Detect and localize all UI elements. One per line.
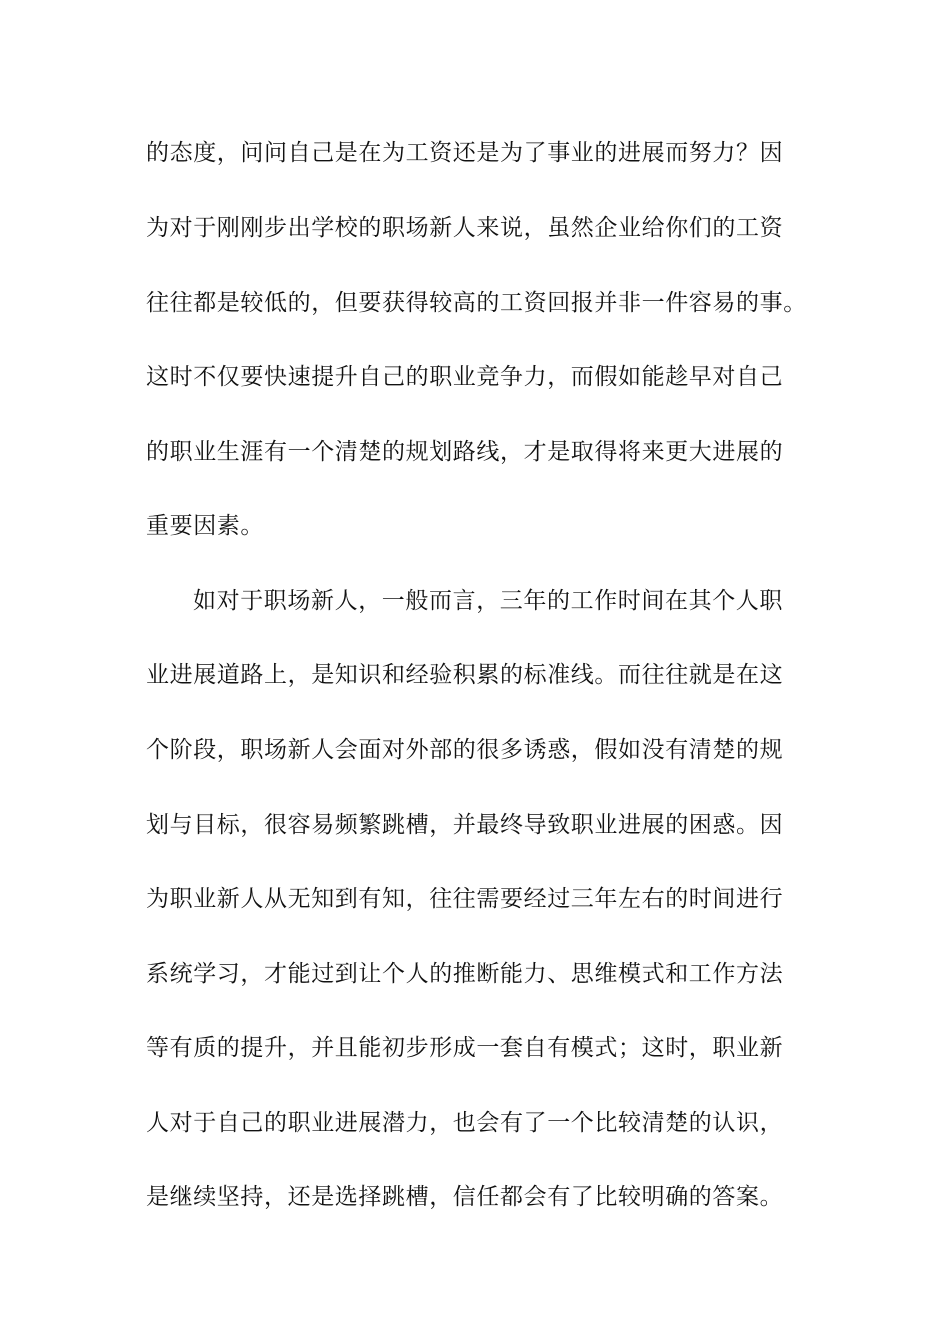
text-line: 划与目标，很容易频繁跳槽，并最终导致职业进展的困惑。因 — [146, 812, 784, 838]
text-line: 重要因素。 — [146, 513, 264, 539]
text-line: 业进展道路上，是知识和经验积累的标准线。而往往就是在这 — [146, 662, 784, 688]
text-line: 这时不仅要快速提升自己的职业竞争力，而假如能趁早对自己 — [146, 364, 784, 390]
text-line: 的态度，问问自己是在为工资还是为了事业的进展而努力？因 — [146, 140, 784, 166]
text-line: 如对于职场新人，一般而言，三年的工作时间在其个人职 — [193, 588, 783, 614]
text-line: 系统学习，才能过到让个人的推断能力、思维模式和工作方法 — [146, 961, 784, 987]
text-line: 人对于自己的职业进展潜力，也会有了一个比较清楚的认识， — [146, 1110, 784, 1136]
text-line: 往往都是较低的，但要获得较高的工资回报并非一件容易的事。 — [146, 290, 807, 316]
text-line: 的职业生涯有一个清楚的规划路线，才是取得将来更大进展的 — [146, 439, 784, 465]
text-line: 是继续坚持，还是选择跳槽，信任都会有了比较明确的答案。 — [146, 1184, 784, 1210]
text-line: 个阶段，职场新人会面对外部的很多诱惑，假如没有清楚的规 — [146, 737, 784, 763]
text-line: 为对于刚刚步出学校的职场新人来说，虽然企业给你们的工资 — [146, 215, 784, 241]
text-line: 等有质的提升，并且能初步形成一套自有模式；这时，职业新 — [146, 1035, 784, 1061]
text-line: 为职业新人从无知到有知，往往需要经过三年左右的时间进行 — [146, 886, 784, 912]
